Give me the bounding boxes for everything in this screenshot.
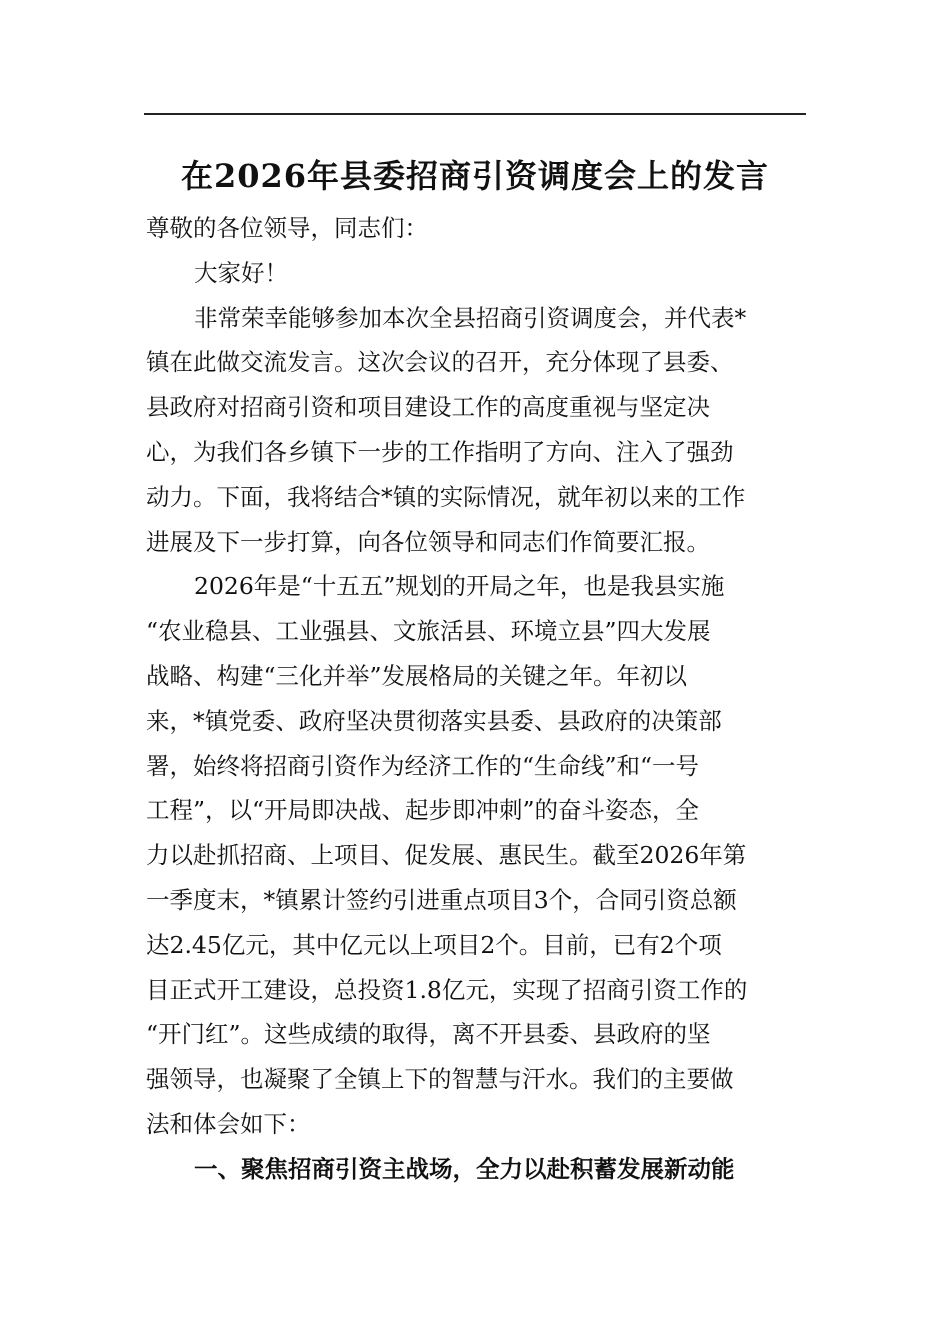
paragraph-line: 大家好！: [194, 258, 288, 287]
paragraph-line: 强领导，也凝聚了全镇上下的智慧与汗水。我们的主要做: [146, 1065, 734, 1094]
paragraph-line: 动力。下面，我将结合*镇的实际情况，就年初以来的工作: [146, 482, 746, 511]
paragraph-line: 2026年是“十五五”规划的开局之年，也是我县实施: [194, 572, 725, 601]
paragraph-line: 工程”，以“开局即决战、起步即冲刺”的奋斗姿态，全: [146, 796, 700, 825]
header-rule: [144, 113, 806, 115]
paragraph-line: “农业稳县、工业强县、文旅活县、环境立县”四大发展: [146, 617, 711, 646]
paragraph-line: 进展及下一步打算，向各位领导和同志们作简要汇报。: [146, 527, 710, 556]
paragraph-line: 目正式开工建设，总投资1.8亿元，实现了招商引资工作的: [146, 975, 748, 1004]
paragraph-line: 县政府对招商引资和项目建设工作的高度重视与坚定决: [146, 393, 710, 422]
paragraph-line: 镇在此做交流发言。这次会议的召开，充分体现了县委、: [146, 348, 734, 377]
document-title: 在2026年县委招商引资调度会上的发言: [180, 157, 770, 195]
paragraph-line: 战略、构建“三化并举”发展格局的关键之年。年初以: [146, 661, 688, 690]
paragraph-line: 来，*镇党委、政府坚决贯彻落实县委、县政府的决策部: [146, 706, 722, 735]
paragraph-line: 尊敬的各位领导，同志们：: [146, 214, 428, 242]
paragraph-line: 法和体会如下：: [146, 1109, 311, 1138]
paragraph-line: 署，始终将招商引资作为经济工作的“生命线”和“一号: [146, 751, 700, 780]
paragraph-line: 非常荣幸能够参加本次全县招商引资调度会，并代表*: [194, 303, 747, 332]
paragraph-line: “开门红”。这些成绩的取得，离不开县委、县政府的坚: [146, 1020, 711, 1049]
paragraph-line: 一季度末，*镇累计签约引进重点项目3个，合同引资总额: [146, 885, 737, 914]
section-heading: 一、聚焦招商引资主战场，全力以赴积蓄发展新动能: [194, 1154, 735, 1183]
paragraph-line: 心，为我们各乡镇下一步的工作指明了方向、注入了强劲: [146, 437, 734, 466]
paragraph-line: 力以赴抓招商、上项目、促发展、惠民生。截至2026年第: [146, 841, 747, 870]
document-body: [146, 206, 814, 1192]
paragraph-line: 达2.45亿元，其中亿元以上项目2个。目前，已有2个项: [146, 930, 722, 959]
